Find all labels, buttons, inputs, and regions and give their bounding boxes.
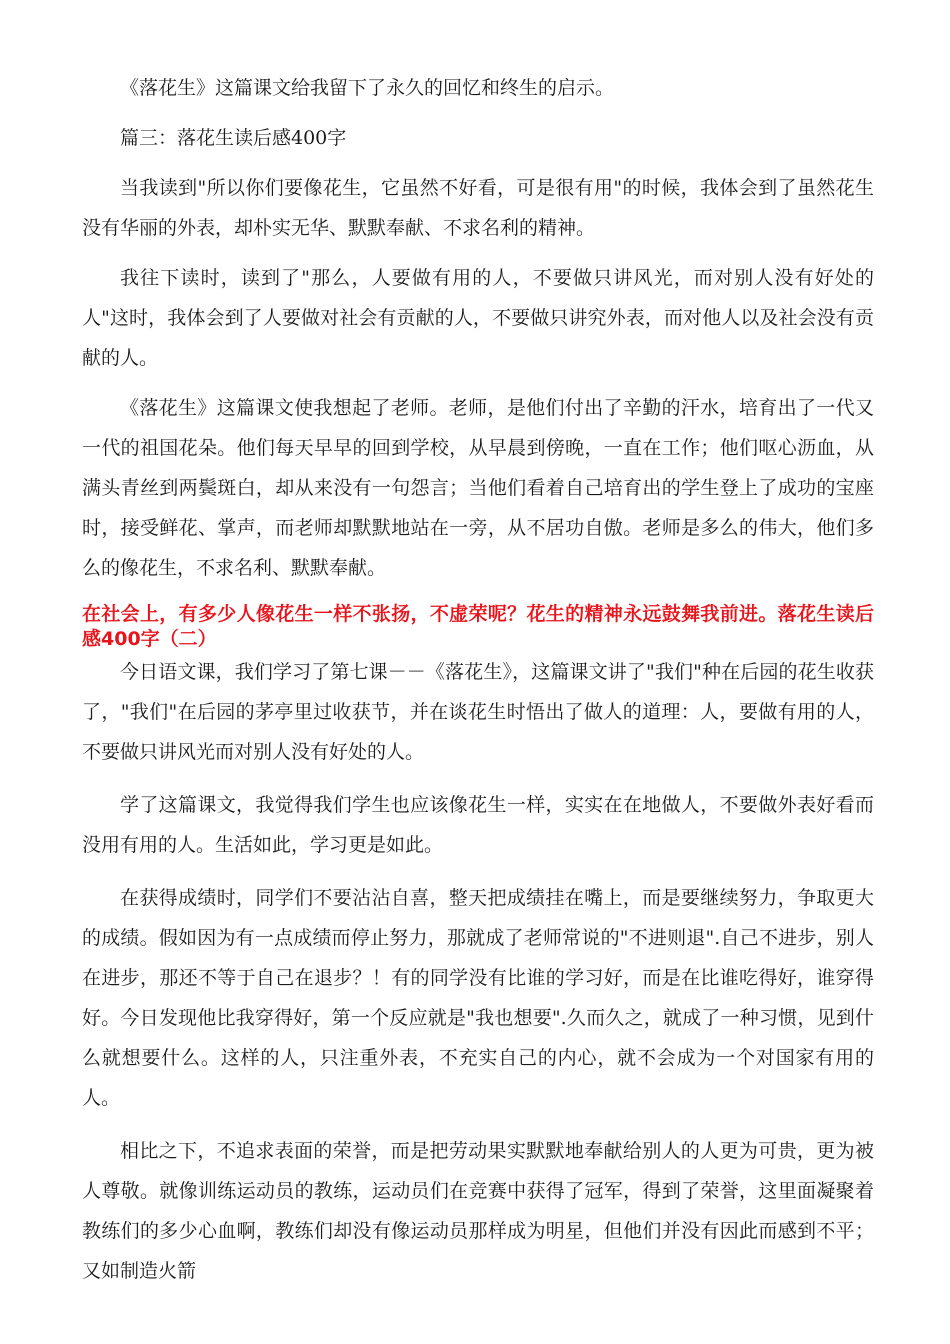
red-heading: 在社会上，有多少人像花生一样不张扬，不虚荣呢？花生的精神永远鼓舞我前进。落花生读后感400字（二） xyxy=(82,603,874,650)
paragraph-2: 当我读到"所以你们要像花生，它虽然不好看，可是很有用"的时候，我体会到了虽然花生没有华丽的外表，却朴实无华、默默奉献、不求名利的精神。 xyxy=(82,177,874,239)
paragraph-1: 《落花生》这篇课文给我留下了永久的回忆和终生的启示。 xyxy=(120,77,615,99)
paragraph-4: 《落花生》这篇课文使我想起了老师。老师，是他们付出了辛勤的汗水，培育出了一代又一代的祖国花朵。他们每天早早的回到学校，从早晨到傍晚，一直在工作；他们呕心沥血，从满头青丝到两鬓斑白，却从来没有一句怨言；当他们看着自己培育出的学生登上了成功的宝座时，接受鲜花、掌声，而老师却默默地站在一旁，从不居功自傲。老师是多么的伟大，他们多么的像花生，不求名利、默默奉献。 xyxy=(82,397,874,579)
document-page xyxy=(82,68,874,1291)
paragraph-3: 我往下读时，读到了"那么，人要做有用的人，不要做只讲风光，而对别人没有好处的人"这时，我体会到了人要做对社会有贡献的人，不要做只讲究外表，而对他人以及社会没有贡献的人。 xyxy=(82,267,874,369)
paragraph-6: 学了这篇课文，我觉得我们学生也应该像花生一样，实实在在地做人，不要做外表好看而没用有用的人。生活如此，学习更是如此。 xyxy=(82,794,874,856)
paragraph-5: 今日语文课，我们学习了第七课－－《落花生》，这篇课文讲了"我们"种在后园的花生收获了，"我们"在后园的茅亭里过收获节，并在谈花生时悟出了做人的道理：人，要做有用的人，不要做只讲风光而对别人没有好处的人。 xyxy=(82,661,874,763)
paragraph-8: 相比之下，不追求表面的荣誉，而是把劳动果实默默地奉献给别人的人更为可贵，更为被人尊敬。就像训练运动员的教练，运动员们在竞赛中获得了冠军，得到了荣誉，这里面凝聚着教练们的多少心血啊，教练们却没有像运动员那样成为明星，但他们并没有因此而感到不平；又如制造火箭 xyxy=(82,1140,874,1282)
section-title: 篇三：落花生读后感400字 xyxy=(120,127,347,149)
paragraph-7: 在获得成绩时，同学们不要沾沾自喜，整天把成绩挂在嘴上，而是要继续努力，争取更大的成绩。假如因为有一点成绩而停止努力，那就成了老师常说的"不进则退".自己不进步，别人在进步，那还不等于自己在退步？！有的同学没有比谁的学习好，而是在比谁吃得好，谁穿得好。今日发现他比我穿得好，第一个反应就是"我也想要".久而久之，就成了一种习惯，见到什么就想要什么。这样的人，只注重外表，不充实自己的内心，就不会成为一个对国家有用的人。 xyxy=(82,887,874,1109)
